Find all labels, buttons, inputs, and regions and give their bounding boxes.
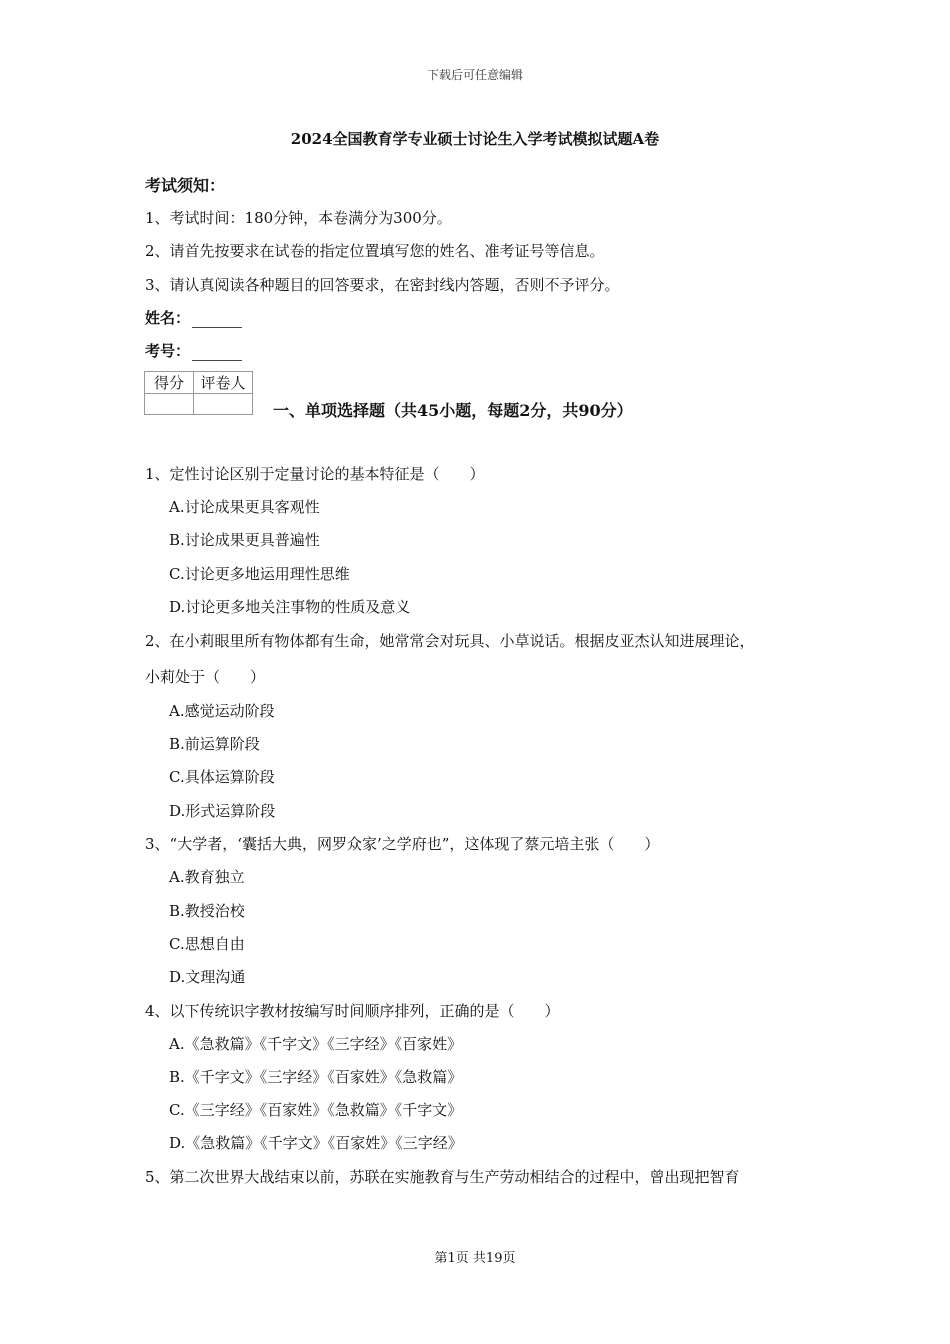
- notice-item: 2、请首先按要求在试卷的指定位置填写您的姓名、准考证号等信息。: [145, 242, 605, 260]
- notice-item: 3、请认真阅读各种题目的回答要求，在密封线内答题，否则不予评分。: [145, 276, 620, 294]
- notice-item: 1、考试时间：180分钟，本卷满分为300分。: [145, 209, 452, 227]
- grader-cell[interactable]: [194, 394, 253, 415]
- option-item[interactable]: B.教授治校: [169, 902, 245, 920]
- option-item[interactable]: B.前运算阶段: [169, 735, 260, 753]
- option-item[interactable]: C.讨论更多地运用理性思维: [169, 565, 350, 583]
- grader-header: 评卷人: [194, 372, 253, 394]
- exam-id-field[interactable]: [145, 340, 242, 361]
- name-label: 姓名：: [145, 309, 191, 327]
- name-field[interactable]: [145, 307, 242, 328]
- option-item[interactable]: A.教育独立: [169, 868, 245, 886]
- option-item[interactable]: A.《急救篇》《千字文》《三字经》《百家姓》: [169, 1035, 463, 1053]
- question-stem: 3、“大学者，‘囊括大典，网罗众家’之学府也”，这体现了蔡元培主张（ ）: [145, 835, 660, 853]
- question-stem: 2、在小莉眼里所有物体都有生命，她常常会对玩具、小草说话。根据皮亚杰认知进展理论，: [145, 632, 755, 650]
- question-stem: 1、定性讨论区别于定量讨论的基本特征是（ ）: [145, 465, 485, 483]
- option-item[interactable]: C.思想自由: [169, 935, 245, 953]
- option-item[interactable]: B.《千字文》《三字经》《百家姓》《急救篇》: [169, 1068, 463, 1086]
- option-item[interactable]: C.《三字经》《百家姓》《急救篇》《千字文》: [169, 1101, 463, 1119]
- question-stem: 5、第二次世界大战结束以前，苏联在实施教育与生产劳动相结合的过程中，曾出现把智育: [145, 1168, 740, 1186]
- notice-heading: 考试须知：: [145, 176, 226, 195]
- option-item[interactable]: A.感觉运动阶段: [169, 702, 275, 720]
- option-item[interactable]: D.讨论更多地关注事物的性质及意义: [169, 598, 411, 616]
- question-stem-continued: 小莉处于（ ）: [145, 668, 266, 686]
- page-header: 下载后可任意编辑: [426, 68, 523, 82]
- option-item[interactable]: B.讨论成果更具普遍性: [169, 531, 320, 549]
- option-item[interactable]: D.形式运算阶段: [169, 802, 276, 820]
- option-item[interactable]: C.具体运算阶段: [169, 768, 275, 786]
- exam-id-label: 考号：: [145, 342, 191, 360]
- question-stem: 4、以下传统识字教材按编写时间顺序排列，正确的是（ ）: [145, 1002, 560, 1020]
- exam-title: 2024全国教育学专业硕士讨论生入学考试模拟试题A卷: [290, 130, 660, 148]
- name-blank[interactable]: [192, 313, 242, 328]
- score-header: 得分: [145, 372, 194, 394]
- option-item[interactable]: A.讨论成果更具客观性: [169, 498, 320, 516]
- option-item[interactable]: D.《急救篇》《千字文》《百家姓》《三字经》: [169, 1134, 463, 1152]
- section-title: 一、单项选择题（共45小题，每题2分，共90分）: [273, 401, 633, 420]
- page-footer: 第1页 共19页: [434, 1251, 516, 1266]
- option-item[interactable]: D.文理沟通: [169, 968, 246, 986]
- score-table: [144, 371, 253, 415]
- exam-id-blank[interactable]: [192, 346, 242, 361]
- score-cell[interactable]: [145, 394, 194, 415]
